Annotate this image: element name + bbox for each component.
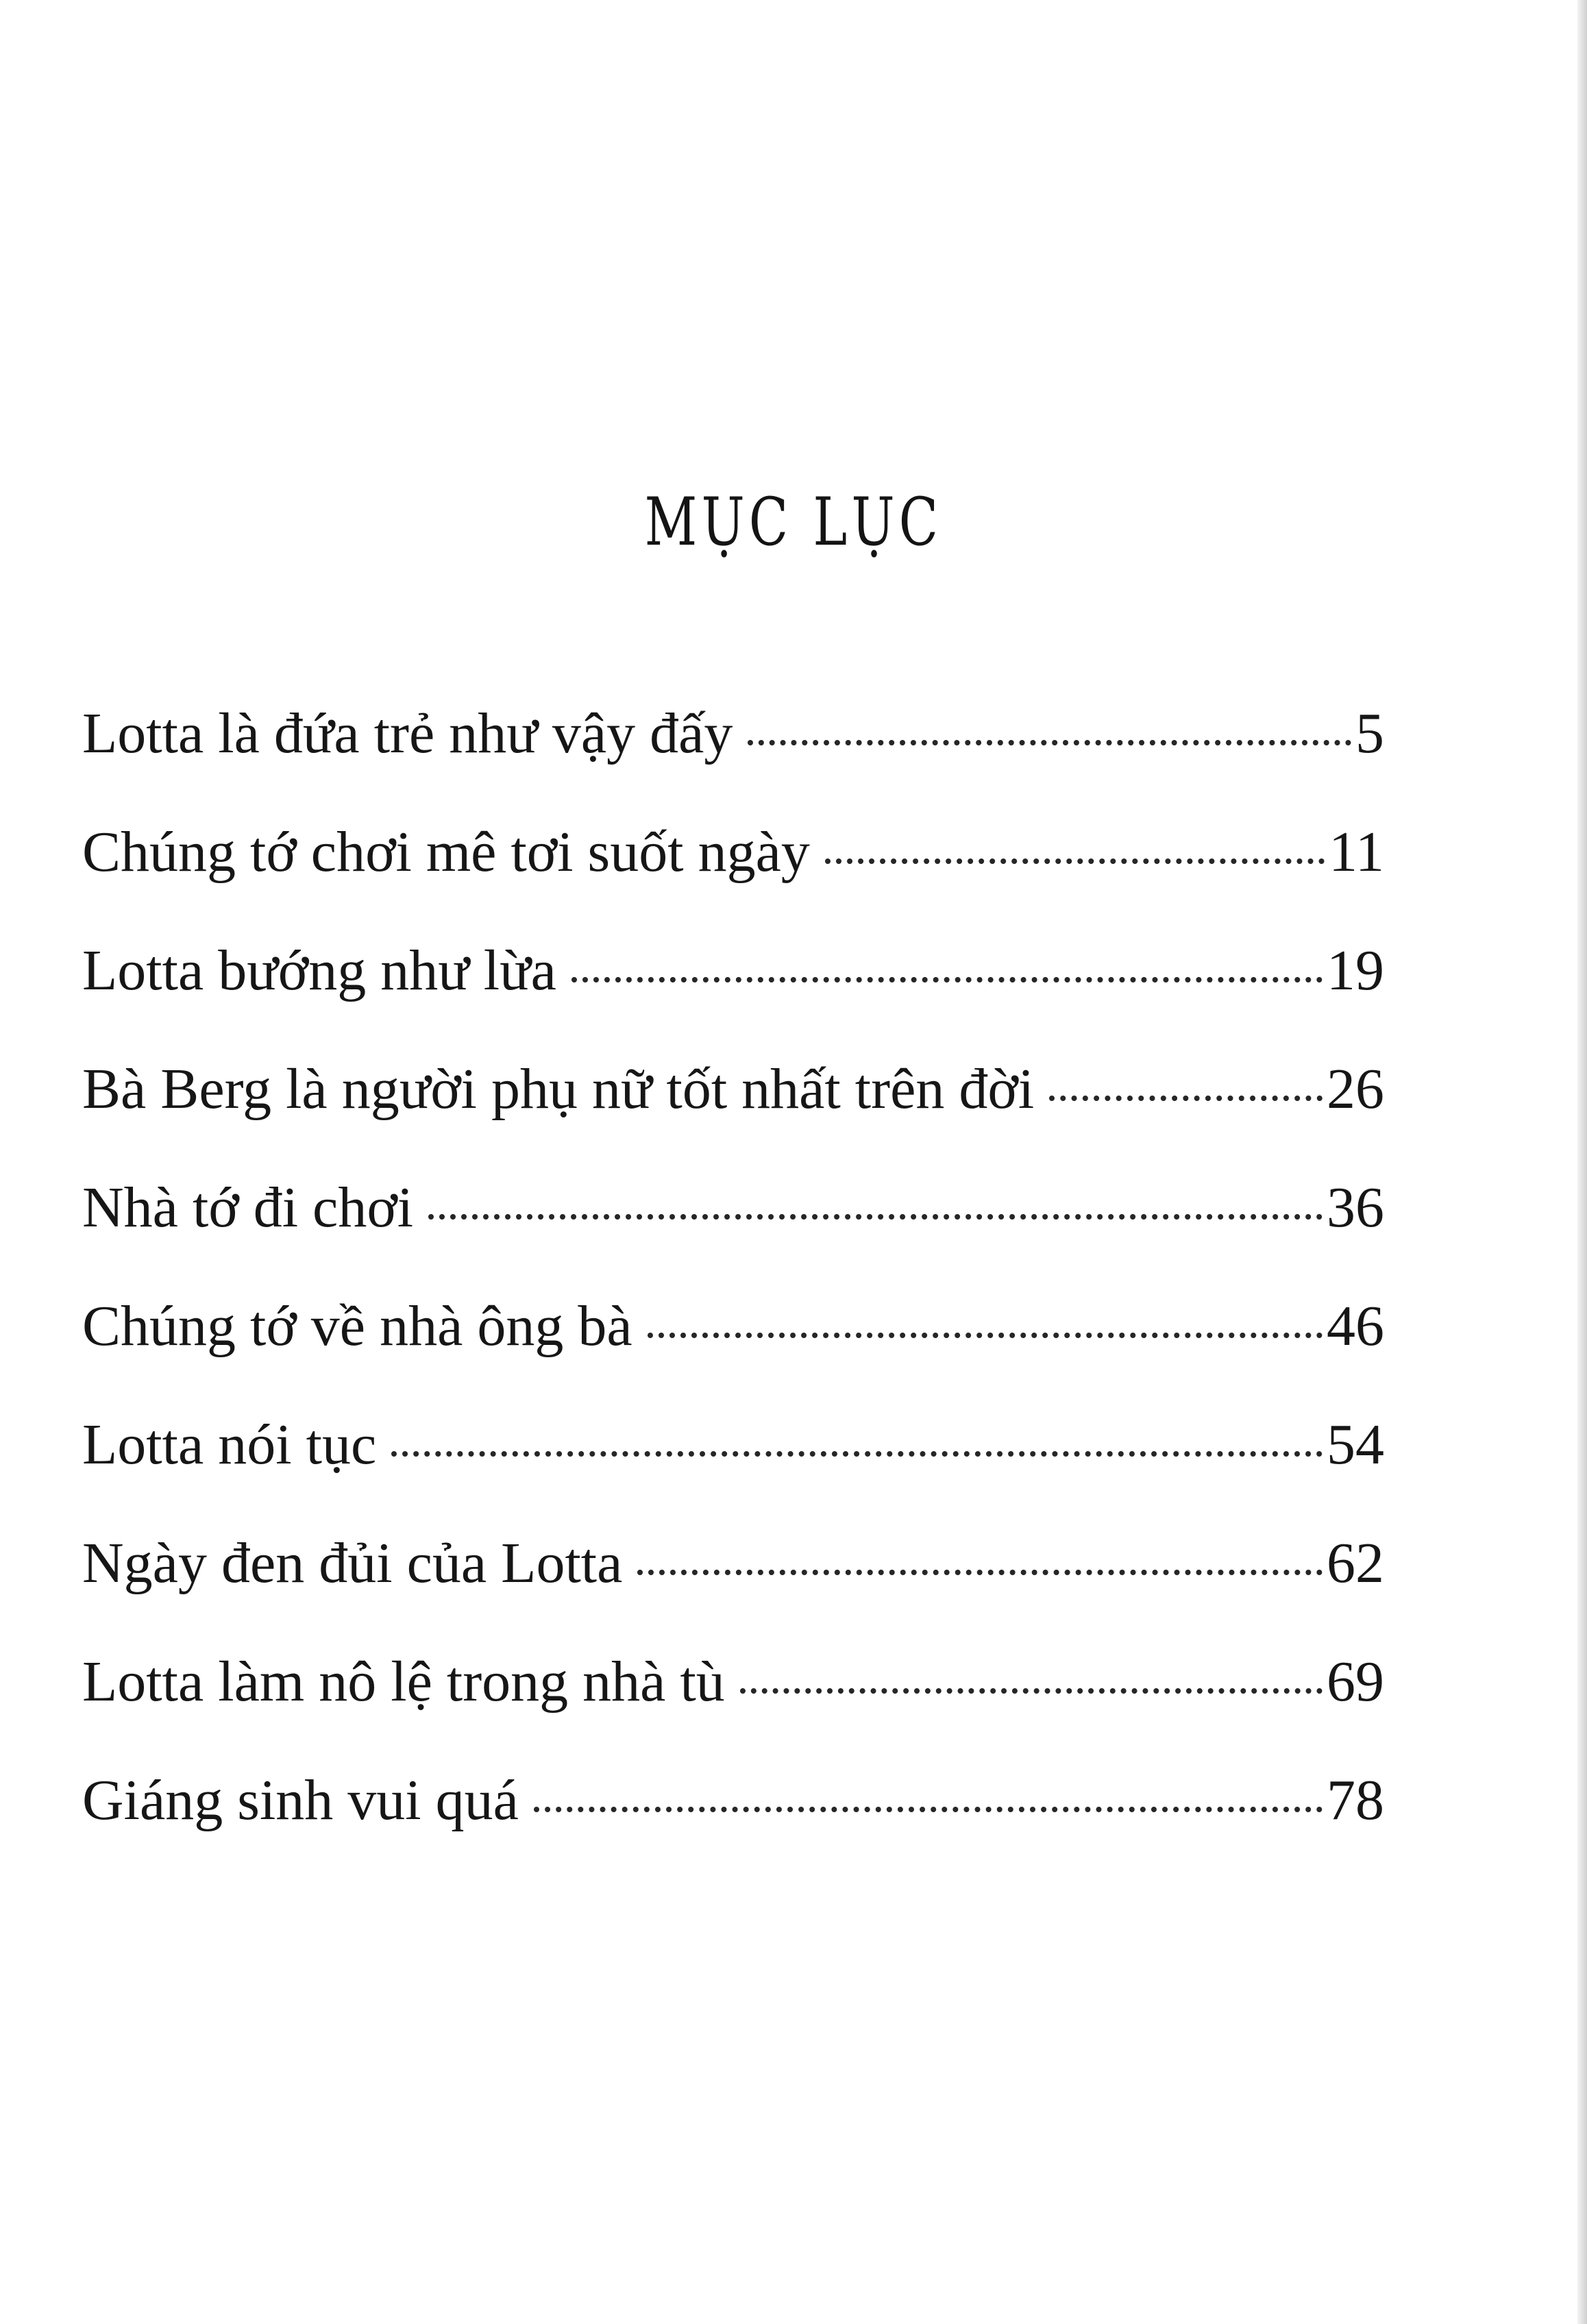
- toc-entry-title: Lotta nói tục: [82, 1413, 377, 1476]
- toc-entry-page-number: 46: [1327, 1294, 1384, 1358]
- toc-entry: [82, 1056, 1384, 1174]
- toc-entry-title: Nhà tớ đi chơi: [82, 1176, 414, 1239]
- toc-dot-leader: [748, 740, 1351, 745]
- toc-entry-title: Bà Berg là người phụ nữ tốt nhất trên đời: [82, 1057, 1035, 1121]
- page-edge-shadow: [1577, 0, 1587, 2324]
- toc-entry-page-number: 26: [1327, 1057, 1384, 1121]
- toc-entry-title: Lotta làm nô lệ trong nhà tù: [82, 1650, 725, 1714]
- page-title: MỤC LỤC: [644, 484, 943, 560]
- toc-dot-leader: [428, 1214, 1322, 1220]
- toc-entry: [82, 1411, 1384, 1530]
- toc-entry-title: Lotta là đứa trẻ như vậy đấy: [82, 702, 733, 765]
- toc-entry-page-number: 5: [1355, 702, 1384, 765]
- toc-entry: [82, 937, 1384, 1056]
- toc-entry-page-number: 54: [1327, 1413, 1384, 1476]
- toc-entry-title: Giáng sinh vui quá: [82, 1768, 519, 1832]
- toc-dot-leader: [571, 977, 1322, 982]
- toc-entry-page-number: 62: [1327, 1531, 1384, 1595]
- toc-entry: [82, 819, 1384, 937]
- toc-entry: [82, 1648, 1384, 1767]
- toc-dot-leader: [740, 1688, 1322, 1694]
- table-of-contents: [82, 700, 1384, 1886]
- toc-entry-page-number: 19: [1327, 939, 1384, 1002]
- toc-entry-title: Lotta bướng như lừa: [82, 939, 556, 1002]
- toc-entry-page-number: 69: [1327, 1650, 1384, 1714]
- toc-dot-leader: [391, 1451, 1322, 1457]
- toc-entry: [82, 1530, 1384, 1648]
- toc-entry-title: Chúng tớ về nhà ông bà: [82, 1294, 632, 1358]
- toc-entry: [82, 1293, 1384, 1411]
- toc-entry: [82, 1174, 1384, 1293]
- toc-entry-title: Ngày đen đủi của Lotta: [82, 1531, 623, 1595]
- toc-entry: [82, 700, 1384, 819]
- toc-entry-title: Chúng tớ chơi mê tơi suốt ngày: [82, 820, 810, 884]
- toc-dot-leader: [637, 1570, 1322, 1575]
- toc-dot-leader: [648, 1333, 1322, 1338]
- toc-dot-leader: [1049, 1096, 1322, 1101]
- toc-entry-page-number: 11: [1329, 820, 1384, 884]
- toc-entry-page-number: 78: [1327, 1768, 1384, 1832]
- toc-dot-leader: [534, 1807, 1322, 1812]
- toc-entry-page-number: 36: [1327, 1176, 1384, 1239]
- toc-entry: [82, 1767, 1384, 1886]
- toc-dot-leader: [825, 858, 1325, 864]
